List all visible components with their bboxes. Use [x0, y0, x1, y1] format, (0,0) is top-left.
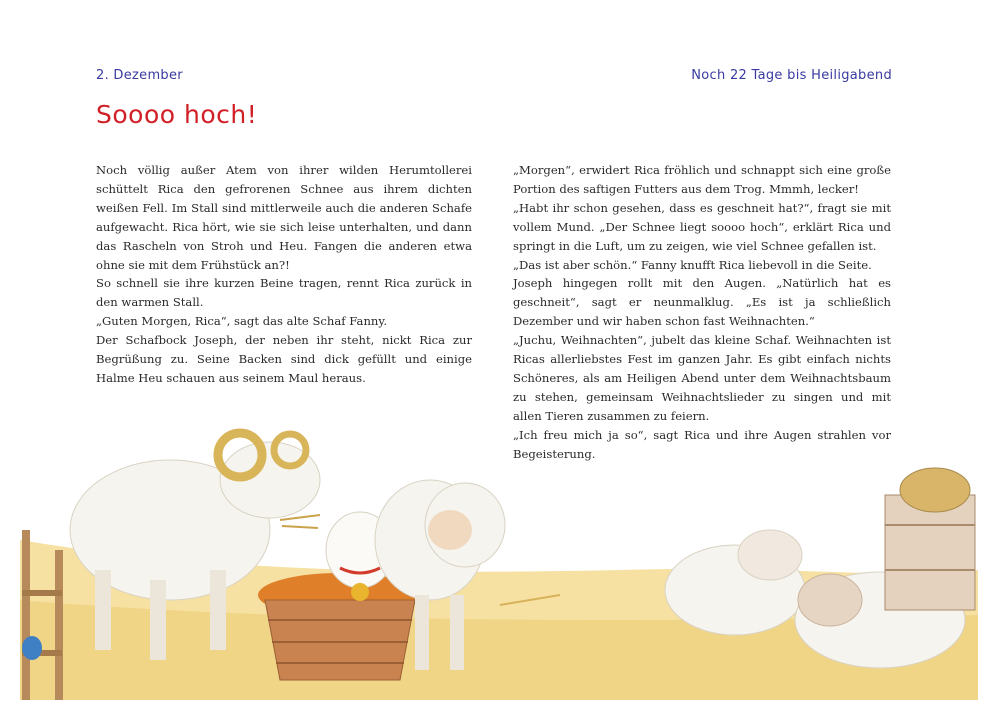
text-column-left: [96, 161, 472, 388]
story-title: Soooo hoch!: [96, 100, 258, 129]
stable-illustration: [0, 420, 1000, 721]
sleeping-sheep: [665, 530, 805, 635]
paragraph: „Habt ihr schon gesehen, dass es geschneit hat?“, fragt sie mit vollem Mund. „Der Schnee liegt soooo hoch“, erklärt Rica und springt in die Luft, um zu zeigen, wie viel Schnee gefallen ist.: [513, 200, 891, 253]
paragraph: So schnell sie ihre kurzen Beine tragen, rennt Rica zurück in den warmen Stall.: [96, 276, 472, 310]
blue-ball: [22, 636, 42, 660]
date-header: 2. Dezember: [96, 68, 183, 83]
paragraph: Noch völlig außer Atem von ihrer wilden Herumtollerei schüttelt Rica den gefrorenen Schnee aus ihrem dichten weißen Fell. Im Stall sind mittlerweile auch die anderen Schafe aufgewacht. Rica hört, wie sie sich leise unterhalten, und dann das Rascheln von Stroh und Heu. Fangen die anderen etwa ohne sie mit dem Frühstück an?!: [96, 163, 472, 272]
countdown-header: Noch 22 Tage bis Heiligabend: [691, 68, 892, 83]
paragraph: „Guten Morgen, Rica“, sagt das alte Schaf Fanny.: [96, 314, 388, 329]
paragraph: Der Schafbock Joseph, der neben ihr steht, nickt Rica zur Begrüßung zu. Seine Backen sind dick gefüllt und einige Halme Heu schauen aus seinem Maul heraus.: [96, 333, 472, 385]
paragraph: „Ich freu mich ja so“, sagt Rica und ihre Augen strahlen vor Begeisterung.: [513, 427, 891, 461]
bell: [351, 583, 369, 601]
bucket: [885, 468, 975, 610]
paragraph: „Morgen“, erwidert Rica fröhlich und schnappt sich eine große Portion des saftigen Futters aus dem Trog. Mmmh, lecker!: [513, 163, 891, 196]
paragraph: „Juchu, Weihnachten“, jubelt das kleine Schaf. Weihnachten ist Ricas allerliebstes Fest im ganzen Jahr. Es gibt einfach nichts Schöneres, als am Heiligen Abend unter dem Weihnachtsbaum zu stehen, gemeinsam Weihnachtslieder zu singen und mit allen Tieren zusammen zu feiern.: [513, 333, 891, 423]
text-column-right: [513, 161, 891, 464]
paragraph: „Das ist aber schön.“ Fanny knufft Rica liebevoll in die Seite.: [513, 257, 872, 272]
paragraph: Joseph hingegen rollt mit den Augen. „Natürlich hat es geschneit“, sagt er neunmalklug. „Es ist ja schließlich Dezember und wir haben schon fast Weihnachten.“: [513, 276, 891, 329]
